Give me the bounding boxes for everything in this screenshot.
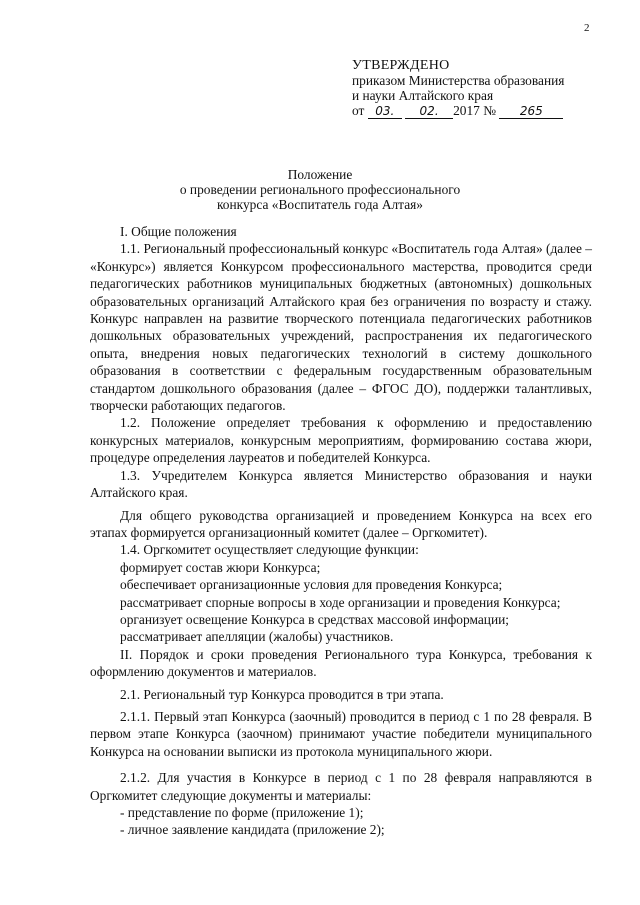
paragraph-1-3: 1.3. Учредителем Конкурса является Министерство образования и науки Алтайского края. bbox=[90, 467, 592, 501]
list-item: организует освещение Конкурса в средствах массовой информации; bbox=[120, 611, 510, 627]
approval-date-row bbox=[352, 103, 564, 119]
list-item: рассматривает апелляции (жалобы) участников. bbox=[120, 629, 394, 645]
paragraph-orgcommittee: Для общего руководства организацией и проведением Конкурса на всех его этапах формируется организационный комитет (далее – Оргкомитет). bbox=[90, 507, 592, 540]
section-heading-general: I. Общие положения bbox=[120, 224, 237, 239]
approval-order-number: 265 bbox=[499, 105, 563, 119]
paragraph-1-4: 1.4. Оргкомитет осуществляет следующие функции: bbox=[120, 542, 419, 558]
approval-date-prefix: от bbox=[352, 103, 365, 118]
paragraph-1-1: 1.1. Региональный профессиональный конкурс «Воспитатель года Алтая» (далее – «Конкурс») является Конкурсом профессионального мастерства, проводится среди педагогических работников муниципальных бюджетных (автономных) дошкольных образовательных организаций Алтайского края без ограничения по возрасту и стажу. Конкурс направлен на развитие творческого потенциала педагогических работников дошкольных образовательных учреждений, распространения их педагогического опыта, внедрения новых педагогических технологий в систему дошкольного образования в соответствии с федеральным государственным образовательным стандартом дошкольного образования (далее – ФГОС ДО), поддержки талантливых, творчески работающих педагогов. bbox=[90, 241, 592, 414]
approval-date-month: 02. bbox=[405, 105, 453, 119]
document-heading bbox=[120, 167, 520, 212]
paragraph-1-2: 1.2. Положение определяет требования к оформлению и предоставлению конкурсных материалов, конкурсным мероприятиям, формированию состава жюри, процедуре определения лауреатов и победителей Конкурса. bbox=[90, 415, 592, 466]
approval-title: УТВЕРЖДЕНО bbox=[352, 58, 450, 73]
section-heading-procedure: II. Порядок и сроки проведения Регионального тура Конкурса, требования к оформлению документов и материалов. bbox=[90, 646, 592, 680]
heading-title: Положение bbox=[287, 167, 353, 182]
heading-line-2: о проведении регионального профессионального bbox=[179, 182, 461, 197]
paragraph-2-1-2: 2.1.2. Для участия в Конкурсе в период с 1 по 28 февраля направляются в Оргкомитет следующие документы и материалы: bbox=[90, 770, 592, 803]
paragraph-2-1: 2.1. Региональный тур Конкурса проводится в три этапа. bbox=[120, 686, 444, 702]
heading-line-3: конкурса «Воспитатель года Алтая» bbox=[216, 197, 423, 212]
list-item: - личное заявление кандидата (приложение 2); bbox=[120, 822, 385, 838]
page-number: 2 bbox=[584, 22, 590, 34]
approval-ministry-line: и науки Алтайского края bbox=[352, 88, 494, 103]
approval-stamp bbox=[352, 58, 564, 119]
document-body bbox=[90, 223, 592, 839]
paragraph-2-1-1: 2.1.1. Первый этап Конкурса (заочный) проводится в период с 1 по 28 февраля. В первом этапе Конкурса (заочном) принимают участие победители муниципального Конкурса на основании выписки из протокола муниципального жюри. bbox=[90, 708, 592, 759]
list-item: рассматривает спорные вопросы в ходе организации и проведения Конкурса; bbox=[120, 594, 561, 610]
list-item: обеспечивает организационные условия для проведения Конкурса; bbox=[120, 577, 503, 593]
approval-year: 2017 № bbox=[453, 103, 496, 118]
approval-order-line: приказом Министерства образования bbox=[352, 73, 565, 88]
approval-date-day: 03. bbox=[368, 105, 402, 119]
list-item: - представление по форме (приложение 1); bbox=[120, 805, 364, 820]
list-item: формирует состав жюри Конкурса; bbox=[120, 559, 321, 575]
